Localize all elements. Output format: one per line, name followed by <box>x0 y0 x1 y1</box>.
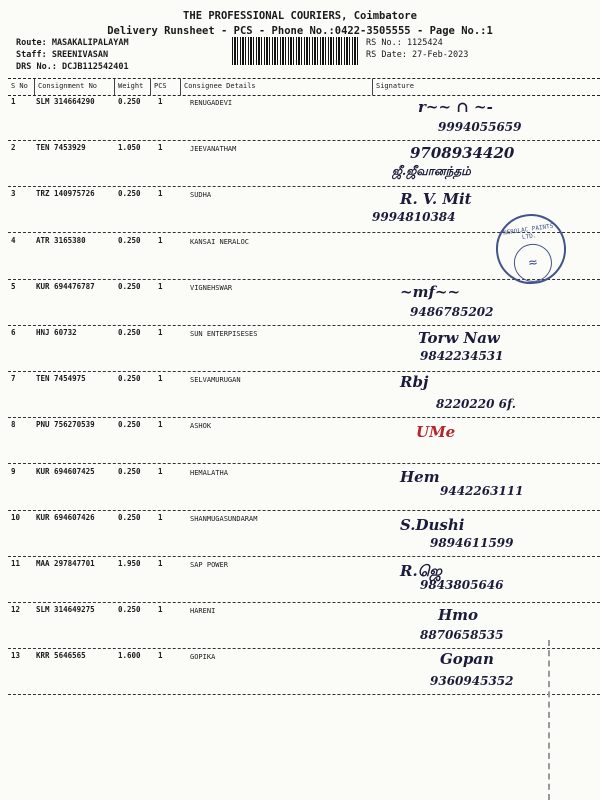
row-weight: 1.600 <box>118 651 141 661</box>
row-consignment: MAA 297847701 <box>36 559 95 568</box>
signature-mark: R.ஜெ <box>400 562 442 580</box>
row-sno: 11 <box>11 559 21 568</box>
signature-phone: 9842234531 <box>420 349 504 363</box>
signature-phone: 9843805646 <box>420 578 504 592</box>
row-consignment: KUR 694607426 <box>36 512 95 522</box>
table-row <box>8 94 600 141</box>
row-sno: 1 <box>11 97 16 106</box>
row-consignment: TRZ 140975726 <box>36 189 95 199</box>
row-weight: 1.050 <box>118 143 141 153</box>
row-consignee: HEMALATHA <box>190 468 228 477</box>
row-weight: 0.250 <box>118 189 141 199</box>
row-consignment: TEN 7453929 <box>36 143 86 153</box>
staff-label: Staff: SREENIVASAN <box>16 50 109 60</box>
row-consignee: GOPIKA <box>190 653 216 662</box>
table-row <box>8 510 600 557</box>
table-row <box>8 417 600 464</box>
row-consignment: KRR 5646565 <box>36 651 86 661</box>
row-consignee: SAP POWER <box>190 561 228 569</box>
row-pcs: 1 <box>158 374 163 384</box>
row-consignment: SLM 314649275 <box>36 605 95 615</box>
title-company: THE PROFESSIONAL COURIERS, Coimbatore <box>183 10 417 22</box>
row-consignment: HNJ 60732 <box>36 328 77 337</box>
scan-edge <box>548 640 553 800</box>
row-consignee: SUN ENTERPISESES <box>190 330 258 338</box>
row-pcs: 1 <box>158 559 163 568</box>
row-consignment: ATR 3165380 <box>36 235 86 245</box>
row-weight: 0.250 <box>118 97 141 106</box>
row-weight: 1.950 <box>118 559 141 568</box>
row-consignment: KUR 694476787 <box>36 281 95 291</box>
signature-phone: 9442263111 <box>440 483 524 498</box>
row-consignment: KUR 694607425 <box>36 466 95 476</box>
signature-phone: 9486785202 <box>410 304 494 319</box>
row-consignee: SHANMUGASUNDARAM <box>190 514 258 523</box>
signature-mark: r~~ ∩ ~- <box>418 98 493 116</box>
signature-phone: 9994810384 <box>372 210 456 225</box>
row-pcs: 1 <box>158 97 163 106</box>
row-sno: 13 <box>11 651 21 661</box>
row-sno: 9 <box>11 466 16 476</box>
signature-mark: UMe <box>416 423 456 442</box>
row-consignee: VIGNEHSWAR <box>190 283 233 292</box>
row-weight: 0.250 <box>118 281 141 291</box>
row-pcs: 1 <box>158 281 163 291</box>
row-consignment: TEN 7454975 <box>36 374 86 384</box>
row-sno: 10 <box>11 512 21 522</box>
signature-phone: 9360945352 <box>430 674 514 689</box>
route-label: Route: MASAKALIPALAYAM <box>16 38 129 48</box>
table-row <box>8 325 600 372</box>
row-consignee: SUDHA <box>190 191 212 200</box>
row-sno: 8 <box>11 420 16 430</box>
col-pcs: PCS <box>154 82 167 90</box>
signature-mark: ~mf~~ <box>400 282 461 301</box>
signature-mark: Hem <box>400 467 440 486</box>
signature-mark: Hmo <box>438 606 479 625</box>
stamp-mark: ≈ <box>511 241 554 284</box>
title-runsheet: Delivery Runsheet - PCS - Phone No.:0422-3505555 - Page No.:1 <box>107 25 493 37</box>
barcode <box>232 37 360 65</box>
row-consignment: SLM 314664290 <box>36 97 95 106</box>
signature-mark: Gopan <box>440 650 494 669</box>
row-pcs: 1 <box>158 420 163 430</box>
row-consignee: SELVAMURUGAN <box>190 376 241 385</box>
row-consignee: RENUGADEVI <box>190 99 233 107</box>
row-weight: 0.250 <box>118 605 141 615</box>
table-row <box>8 602 600 649</box>
row-pcs: 1 <box>158 189 163 199</box>
row-pcs: 1 <box>158 143 163 153</box>
rs-date: RS Date: 27-Feb-2023 <box>366 50 469 60</box>
row-pcs: 1 <box>158 466 163 476</box>
row-consignee: JEEVANATHAM <box>190 145 237 154</box>
signature-phone: 8220220 6f. <box>436 397 516 412</box>
signature-mark: Rbj <box>400 373 429 392</box>
row-sno: 6 <box>11 328 16 337</box>
row-consignee: ASHOK <box>190 422 212 431</box>
signature-phone: ஜீ.ஜீவானந்தம் <box>392 164 471 179</box>
signature-mark: S.Dushi <box>400 515 465 534</box>
row-sno: 12 <box>11 605 21 615</box>
rs-no: RS No.: 1125424 <box>366 38 443 48</box>
col-consignee: Consignee Details <box>184 82 256 90</box>
col-signature: Signature <box>376 82 414 90</box>
row-sno: 4 <box>11 235 16 245</box>
signature-phone: 8870658535 <box>420 628 504 643</box>
table-row <box>8 371 600 418</box>
row-weight: 0.250 <box>118 374 141 384</box>
row-pcs: 1 <box>158 605 163 615</box>
signature-mark: R. V. Mit <box>400 190 472 209</box>
row-pcs: 1 <box>158 651 163 661</box>
table-row <box>8 648 600 695</box>
col-weight: Weight <box>118 82 144 90</box>
table-row <box>8 556 600 603</box>
row-sno: 5 <box>11 281 16 291</box>
row-pcs: 1 <box>158 235 163 245</box>
row-weight: 0.250 <box>118 235 141 245</box>
row-weight: 0.250 <box>118 328 141 337</box>
stamp-text: NEROLAC PAINTS LTD. <box>502 222 554 242</box>
signature-phone: 9994055659 <box>438 120 522 134</box>
row-weight: 0.250 <box>118 420 141 430</box>
row-weight: 0.250 <box>118 466 141 476</box>
row-sno: 7 <box>11 374 16 384</box>
col-consignment: Consignment No <box>38 82 98 90</box>
table-row <box>8 464 600 511</box>
row-consignee: HARENI <box>190 607 216 616</box>
signature-phone: 9894611599 <box>430 535 514 550</box>
row-weight: 0.250 <box>118 512 141 522</box>
row-pcs: 1 <box>158 328 163 337</box>
signature-mark: 9708934420 <box>410 144 515 163</box>
table-row <box>8 140 600 187</box>
row-sno: 2 <box>11 143 16 153</box>
signature-mark: Torw Naw <box>418 329 500 347</box>
row-pcs: 1 <box>158 512 163 522</box>
table-row <box>8 279 600 326</box>
drs-label: DRS No.: DCJB112542401 <box>16 62 129 72</box>
row-sno: 3 <box>11 189 16 199</box>
col-sno: S No <box>11 82 28 90</box>
row-consignee: KANSAI NERALOC <box>190 237 250 246</box>
row-consignment: PNU 756270539 <box>36 420 95 430</box>
